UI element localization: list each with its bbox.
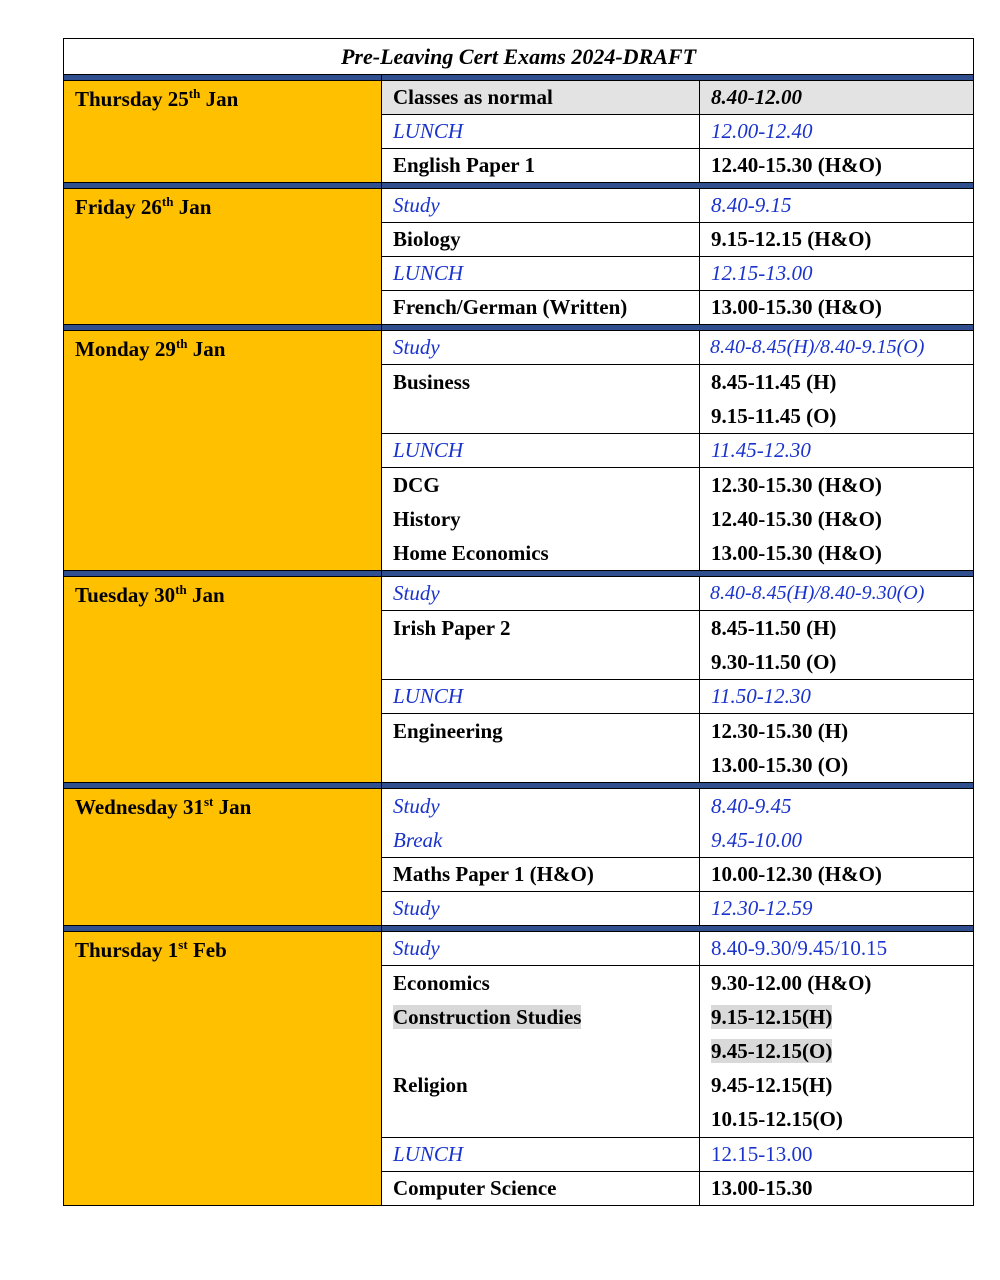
subject-cell: LUNCH bbox=[382, 1138, 700, 1172]
table-row bbox=[64, 189, 974, 223]
time-cell: 8.40-9.15 bbox=[700, 189, 974, 223]
time-cell: 13.00-15.30 bbox=[700, 1172, 974, 1206]
time-cell: 9.30-12.00 (H&O) 9.15-12.15(H) 9.45-12.15(O) 9.45-12.15(H) 10.15-12.15(O) bbox=[700, 966, 974, 1138]
time-cell: 12.30-15.30 (H&O) 12.40-15.30 (H&O) 13.00-15.30 (H&O) bbox=[700, 468, 974, 571]
time-cell: 12.15-13.00 bbox=[700, 1138, 974, 1172]
subject-cell: Study bbox=[382, 331, 700, 365]
table-row bbox=[64, 789, 974, 858]
time-cell: 12.00-12.40 bbox=[700, 115, 974, 149]
subject-cell: Study Break bbox=[382, 789, 700, 858]
subject-cell: LUNCH bbox=[382, 680, 700, 714]
time-cell: 12.30-12.59 bbox=[700, 892, 974, 926]
subject-cell: LUNCH bbox=[382, 115, 700, 149]
subject-cell: Biology bbox=[382, 223, 700, 257]
time-cell: 8.40-8.45(H)/8.40-9.15(O) bbox=[700, 331, 974, 365]
table-row bbox=[64, 932, 974, 966]
time-cell: 12.40-15.30 (H&O) bbox=[700, 149, 974, 183]
time-cell: 8.40-9.45 9.45-10.00 bbox=[700, 789, 974, 858]
subject-cell: Computer Science bbox=[382, 1172, 700, 1206]
time-cell: 9.15-12.15 (H&O) bbox=[700, 223, 974, 257]
time-cell: 12.30-15.30 (H) 13.00-15.30 (O) bbox=[700, 714, 974, 783]
time-cell: 8.45-11.45 (H) 9.15-11.45 (O) bbox=[700, 365, 974, 434]
day-cell: Monday 29th Jan bbox=[64, 331, 382, 571]
table-row bbox=[64, 331, 974, 365]
subject-cell: Economics Construction Studies Religion bbox=[382, 966, 700, 1138]
subject-cell: Engineering bbox=[382, 714, 700, 783]
subject-cell: Study bbox=[382, 189, 700, 223]
subject-cell: LUNCH bbox=[382, 257, 700, 291]
subject-cell: DCG History Home Economics bbox=[382, 468, 700, 571]
title-row bbox=[64, 39, 974, 75]
table-row bbox=[64, 577, 974, 611]
subject-cell: Business bbox=[382, 365, 700, 434]
subject-cell: Study bbox=[382, 577, 700, 611]
day-cell: Friday 26th Jan bbox=[64, 189, 382, 325]
time-cell: 13.00-15.30 (H&O) bbox=[700, 291, 974, 325]
time-cell: 11.45-12.30 bbox=[700, 434, 974, 468]
subject-cell: French/German (Written) bbox=[382, 291, 700, 325]
page-title: Pre-Leaving Cert Exams 2024-DRAFT bbox=[64, 39, 974, 75]
day-cell: Tuesday 30th Jan bbox=[64, 577, 382, 783]
exam-schedule-table bbox=[63, 38, 974, 1206]
day-cell: Thursday 1st Feb bbox=[64, 932, 382, 1206]
subject-cell: LUNCH bbox=[382, 434, 700, 468]
subject-cell: English Paper 1 bbox=[382, 149, 700, 183]
time-cell: 8.45-11.50 (H) 9.30-11.50 (O) bbox=[700, 611, 974, 680]
subject-cell: Study bbox=[382, 892, 700, 926]
day-cell: Wednesday 31st Jan bbox=[64, 789, 382, 926]
time-cell: 8.40-12.00 bbox=[700, 81, 974, 115]
table-row bbox=[64, 81, 974, 115]
time-cell: 11.50-12.30 bbox=[700, 680, 974, 714]
time-cell: 12.15-13.00 bbox=[700, 257, 974, 291]
time-cell: 8.40-8.45(H)/8.40-9.30(O) bbox=[700, 577, 974, 611]
subject-cell: Irish Paper 2 bbox=[382, 611, 700, 680]
time-cell: 10.00-12.30 (H&O) bbox=[700, 858, 974, 892]
time-cell: 8.40-9.30/9.45/10.15 bbox=[700, 932, 974, 966]
subject-cell: Classes as normal bbox=[382, 81, 700, 115]
day-cell: Thursday 25th Jan bbox=[64, 81, 382, 183]
subject-cell: Study bbox=[382, 932, 700, 966]
subject-cell: Maths Paper 1 (H&O) bbox=[382, 858, 700, 892]
